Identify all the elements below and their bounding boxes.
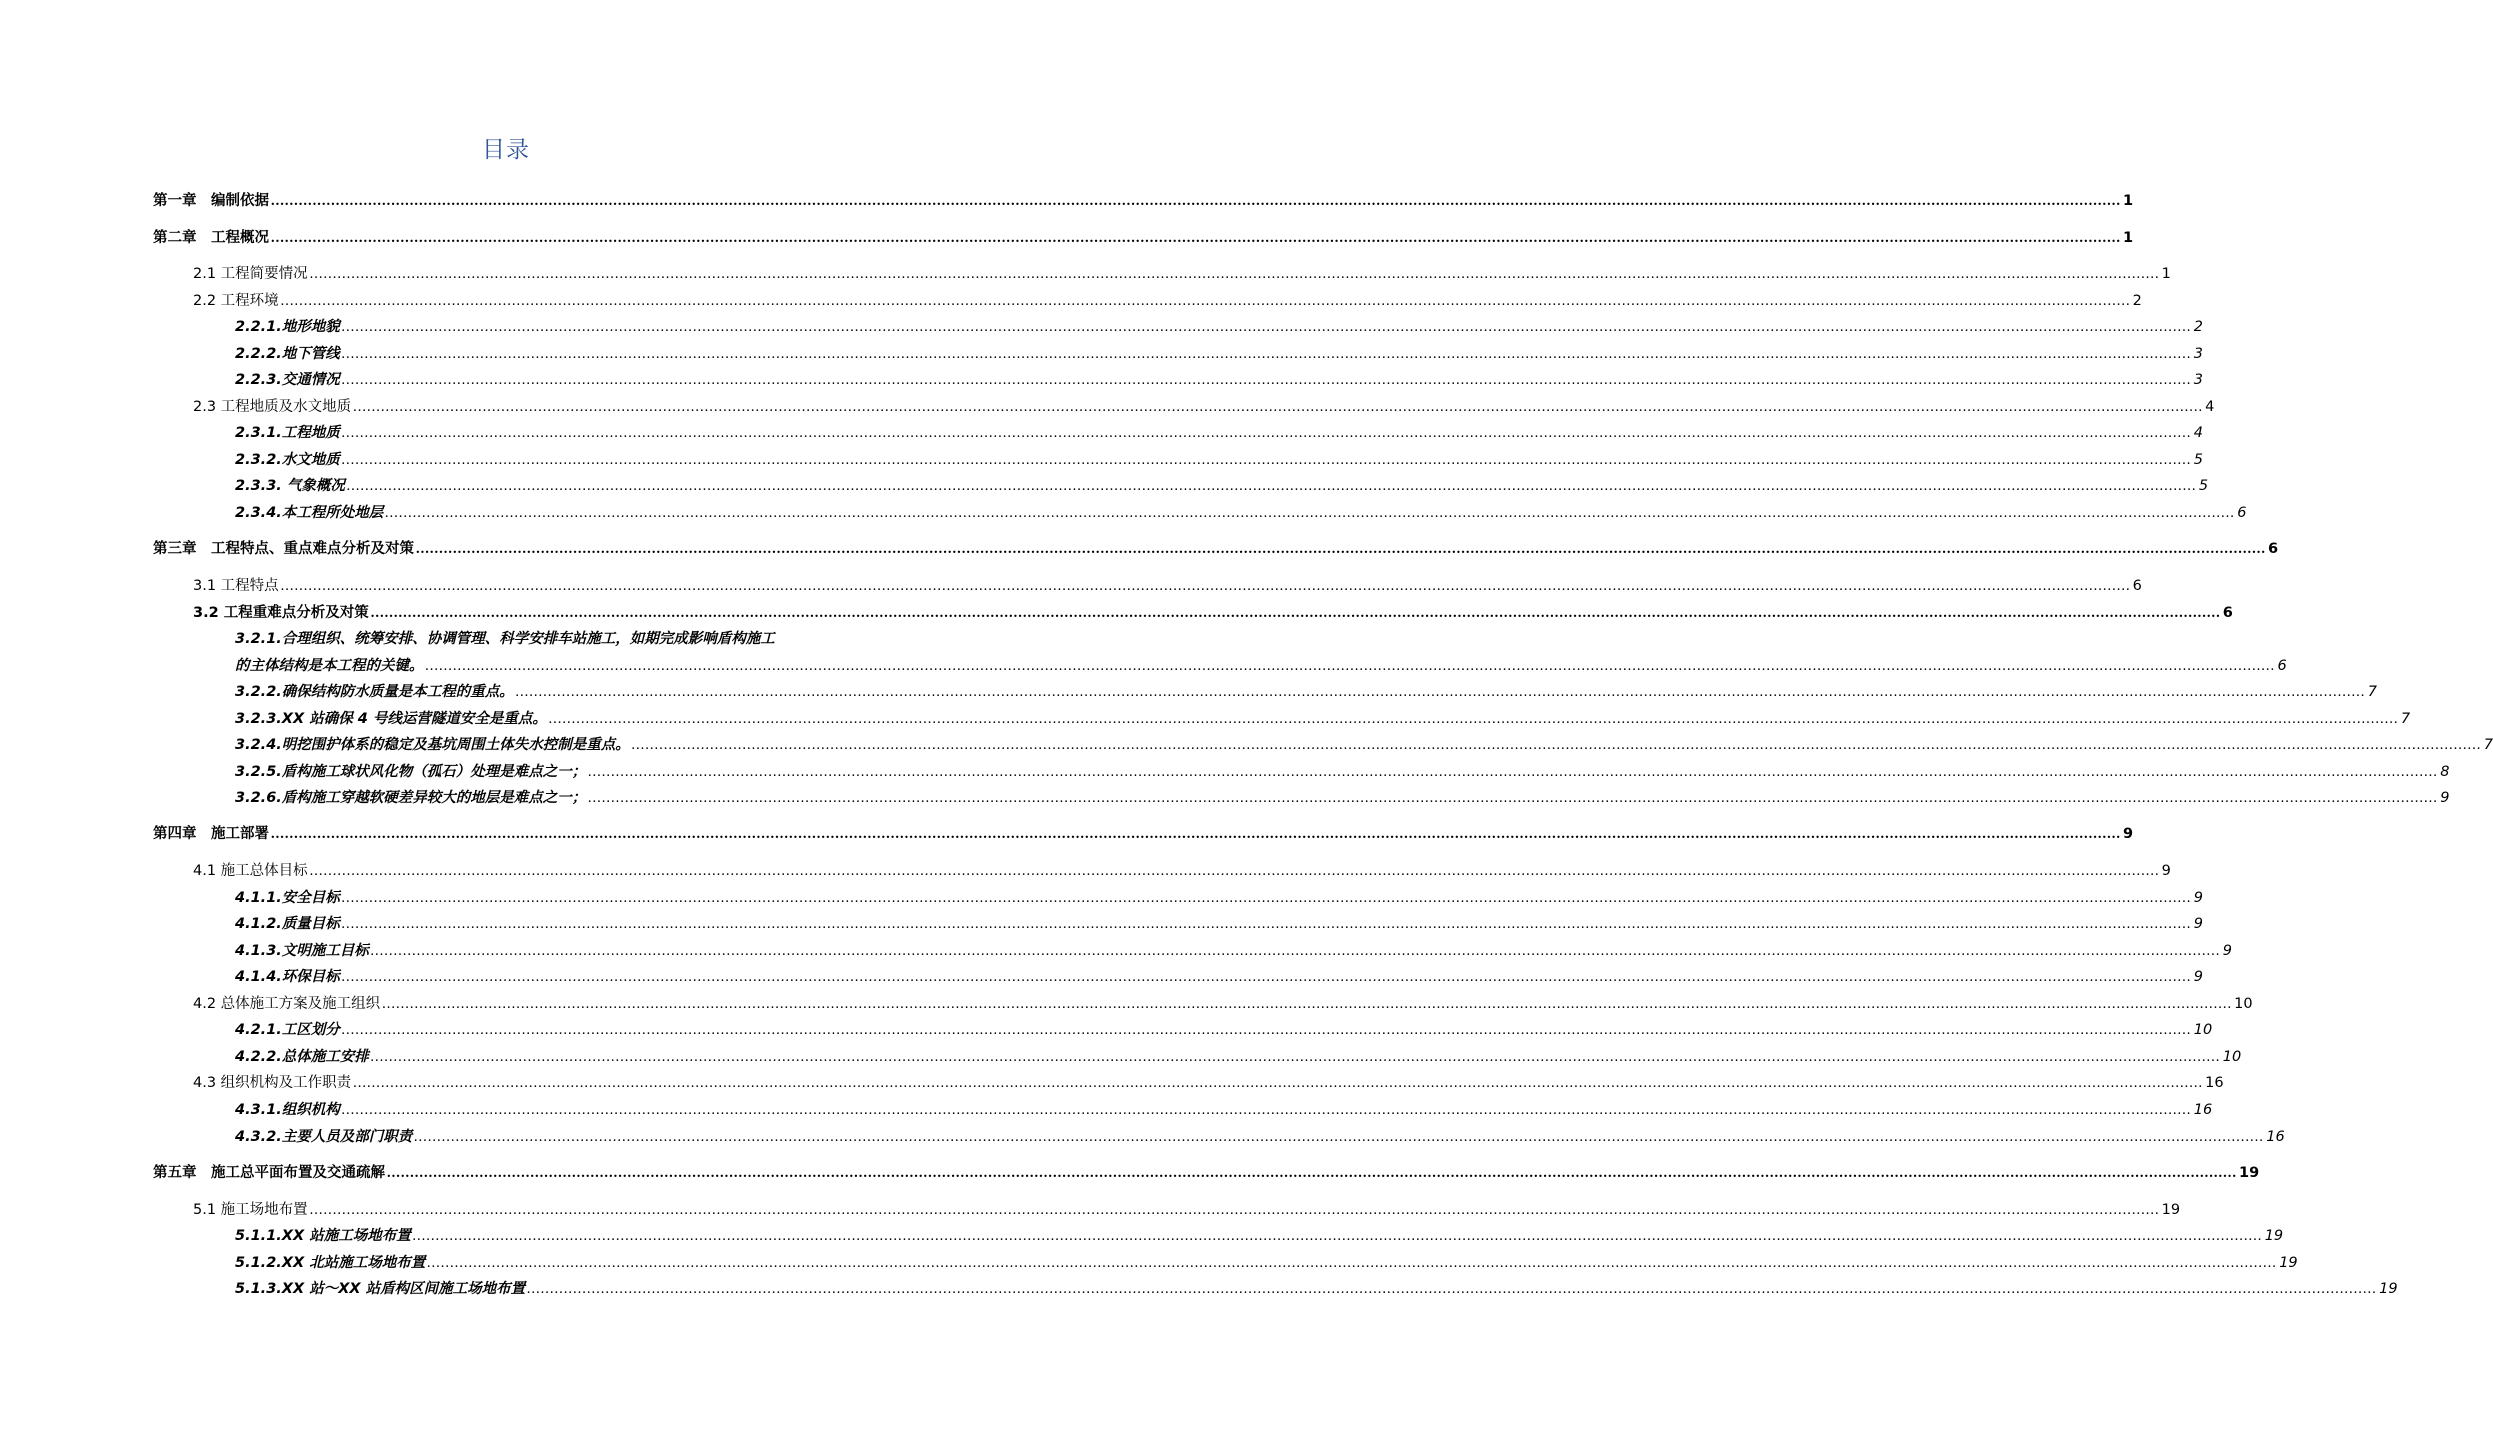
toc-page-number: 19 — [2279, 1255, 2298, 1271]
toc-page-number: 10 — [2222, 1049, 2242, 1065]
dot-leader: ................................................................................................................................................................................................................................................................................................................................................................................................................ — [416, 541, 2266, 557]
toc-entry[interactable] — [235, 786, 2450, 807]
toc-entry-label: 3.2 工程重难点分析及对策 — [193, 605, 369, 621]
dot-leader: ................................................................................................................................................................................................................................................................................................................................................................................................................ — [548, 711, 2399, 727]
toc-entry[interactable] — [235, 965, 2204, 986]
toc-page-number: 6 — [2277, 658, 2287, 674]
toc-entry[interactable] — [153, 537, 2279, 558]
dot-leader: ................................................................................................................................................................................................................................................................................................................................................................................................................ — [341, 1022, 2192, 1038]
toc-page-number: 7 — [2483, 737, 2493, 753]
dot-leader: ................................................................................................................................................................................................................................................................................................................................................................................................................ — [341, 372, 2192, 388]
toc-page-number: 9 — [2193, 969, 2204, 985]
page-title: 目录 — [482, 137, 530, 163]
toc-entry[interactable] — [235, 733, 2493, 754]
toc-entry[interactable] — [193, 1198, 2181, 1219]
toc-entry-label: 3.2.6.盾构施工穿越软硬差异较大的地层是难点之一； — [235, 790, 587, 806]
dot-leader: ................................................................................................................................................................................................................................................................................................................................................................................................................ — [588, 764, 2439, 780]
toc-page-number: 9 — [2161, 863, 2171, 879]
toc-entry[interactable] — [235, 886, 2204, 907]
toc-entry[interactable] — [235, 707, 2411, 728]
toc-entry[interactable] — [235, 1045, 2242, 1066]
toc-entry-label: 第五章 施工总平面布置及交通疏解 — [153, 1165, 385, 1181]
toc-entry-label: 4.2 总体施工方案及施工组织 — [193, 996, 381, 1012]
dot-leader: ................................................................................................................................................................................................................................................................................................................................................................................................................ — [385, 505, 2236, 521]
toc-entry-label: 3.2.2.确保结构防水质量是本工程的重点。 — [235, 684, 514, 700]
toc-entry[interactable] — [153, 1161, 2260, 1182]
toc-entry[interactable] — [193, 859, 2171, 880]
toc-entry[interactable] — [153, 226, 2134, 247]
toc-page-number: 9 — [2193, 916, 2204, 932]
toc-entry[interactable] — [235, 654, 2287, 675]
dot-leader: ................................................................................................................................................................................................................................................................................................................................................................................................................ — [631, 737, 2482, 753]
toc-entry-label: 4.3.2.主要人员及部门职责 — [235, 1129, 413, 1145]
toc-entry[interactable] — [193, 262, 2171, 283]
toc-page-number: 9 — [2193, 890, 2204, 906]
toc-entry-label: 5.1.1.XX 站施工场地布置 — [235, 1228, 411, 1244]
dot-leader: ................................................................................................................................................................................................................................................................................................................................................................................................................ — [527, 1281, 2378, 1297]
toc-entry-label: 4.1.3.文明施工目标 — [235, 943, 369, 959]
dot-leader: ................................................................................................................................................................................................................................................................................................................................................................................................................ — [341, 1102, 2192, 1118]
dot-leader: ................................................................................................................................................................................................................................................................................................................................................................................................................ — [382, 996, 2233, 1012]
toc-entry-label: 5.1 施工场地布置 — [193, 1202, 308, 1218]
toc-entry-label: 第一章 编制依据 — [153, 193, 269, 209]
dot-leader: ................................................................................................................................................................................................................................................................................................................................................................................................................ — [341, 319, 2192, 335]
toc-page-number: 5 — [2198, 478, 2209, 494]
dot-leader: ................................................................................................................................................................................................................................................................................................................................................................................................................ — [425, 658, 2276, 674]
toc-entry-label: 4.3 组织机构及工作职责 — [193, 1075, 352, 1091]
toc-entry[interactable] — [193, 1071, 2224, 1092]
toc-entry-label: 2.1 工程简要情况 — [193, 266, 308, 282]
toc-entry[interactable] — [235, 315, 2204, 336]
toc-entry[interactable] — [235, 912, 2204, 933]
toc-entry[interactable] — [235, 501, 2247, 522]
dot-leader: ................................................................................................................................................................................................................................................................................................................................................................................................................ — [341, 916, 2192, 932]
toc-entry-label: 5.1.2.XX 北站施工场地布置 — [235, 1255, 426, 1271]
dot-leader: ................................................................................................................................................................................................................................................................................................................................................................................................................ — [353, 399, 2204, 415]
toc-page-number: 10 — [2193, 1022, 2213, 1038]
toc-page-number: 6 — [2222, 605, 2233, 621]
toc-entry[interactable] — [235, 1098, 2213, 1119]
toc-entry-label: 3.1 工程特点 — [193, 578, 279, 594]
toc-entry[interactable] — [153, 189, 2134, 210]
toc-entry-label: 3.2.4.明挖围护体系的稳定及基坑周围土体失水控制是重点。 — [235, 737, 630, 753]
dot-leader: ................................................................................................................................................................................................................................................................................................................................................................................................................ — [387, 1165, 2237, 1181]
toc-page-number: 6 — [2268, 541, 2279, 557]
toc-entry-label[interactable]: 3.2.1.合理组织、统筹安排、协调管理、科学安排车站施工，如期完成影响盾构施工 — [235, 631, 775, 647]
toc-entry-label: 4.1 施工总体目标 — [193, 863, 308, 879]
toc-entry[interactable] — [235, 421, 2204, 442]
toc-page-number: 2 — [2193, 319, 2204, 335]
toc-entry-label: 2.2 工程环境 — [193, 293, 279, 309]
toc-page-number: 16 — [2266, 1129, 2285, 1145]
toc-page-number: 1 — [2123, 230, 2134, 246]
toc-page-number: 5 — [2193, 452, 2204, 468]
toc-entry-label: 第三章 工程特点、重点难点分析及对策 — [153, 541, 414, 557]
toc-entry[interactable] — [235, 1018, 2213, 1039]
toc-entry-label: 4.3.1.组织机构 — [235, 1102, 340, 1118]
dot-leader: ................................................................................................................................................................................................................................................................................................................................................................................................................ — [341, 452, 2192, 468]
toc-entry[interactable] — [235, 1251, 2298, 1272]
dot-leader: ................................................................................................................................................................................................................................................................................................................................................................................................................ — [309, 863, 2160, 879]
dot-leader: ................................................................................................................................................................................................................................................................................................................................................................................................................ — [309, 1202, 2160, 1218]
toc-page-number: 9 — [2440, 790, 2450, 806]
toc-entry-label: 4.2.2.总体施工安排 — [235, 1049, 369, 1065]
toc-entry[interactable] — [193, 992, 2253, 1013]
toc-entry[interactable] — [193, 574, 2142, 595]
dot-leader: ................................................................................................................................................................................................................................................................................................................................................................................................................ — [414, 1129, 2265, 1145]
dot-leader: ................................................................................................................................................................................................................................................................................................................................................................................................................ — [309, 266, 2160, 282]
toc-page-number: 9 — [2123, 826, 2134, 842]
toc-page-number: 4 — [2205, 399, 2215, 415]
toc-entry[interactable] — [235, 368, 2204, 389]
toc-entry[interactable] — [235, 342, 2204, 363]
toc-page-number: 19 — [2264, 1228, 2284, 1244]
dot-leader: ................................................................................................................................................................................................................................................................................................................................................................................................................ — [341, 425, 2192, 441]
toc-page-number: 19 — [2239, 1165, 2260, 1181]
toc-page-number: 10 — [2234, 996, 2253, 1012]
toc-entry[interactable] — [235, 448, 2204, 469]
dot-leader: ................................................................................................................................................................................................................................................................................................................................................................................................................ — [370, 1049, 2221, 1065]
toc-page-number: 16 — [2193, 1102, 2213, 1118]
dot-leader: ................................................................................................................................................................................................................................................................................................................................................................................................................ — [515, 684, 2366, 700]
toc-entry-label: 第四章 施工部署 — [153, 826, 269, 842]
toc-page-number: 6 — [2132, 578, 2142, 594]
dot-leader: ................................................................................................................................................................................................................................................................................................................................................................................................................ — [412, 1228, 2263, 1244]
toc-page-number: 3 — [2193, 372, 2204, 388]
toc-page-number: 7 — [2367, 684, 2378, 700]
toc-page-number: 8 — [2440, 764, 2450, 780]
toc-entry[interactable] — [235, 760, 2450, 781]
toc-entry-label: 4.1.1.安全目标 — [235, 890, 340, 906]
toc-entry[interactable] — [193, 395, 2215, 416]
toc-entry-label: 4.2.1.工区划分 — [235, 1022, 340, 1038]
toc-entry-label: 4.1.4.环保目标 — [235, 969, 340, 985]
toc-entry[interactable] — [235, 1224, 2284, 1245]
toc-entry-label: 3.2.5.盾构施工球状风化物（孤石）处理是难点之一； — [235, 764, 587, 780]
dot-leader: ................................................................................................................................................................................................................................................................................................................................................................................................................ — [353, 1075, 2204, 1091]
toc-page-number: 19 — [2161, 1202, 2181, 1218]
toc-entry[interactable] — [235, 939, 2233, 960]
toc-page-number: 19 — [2379, 1281, 2398, 1297]
toc-entry[interactable] — [235, 1125, 2285, 1146]
toc-entry-label: 2.3.1.工程地质 — [235, 425, 340, 441]
toc-entry[interactable] — [153, 822, 2134, 843]
toc-entry[interactable] — [193, 601, 2233, 622]
toc-entry-label: 3.2.3.XX 站确保 4 号线运营隧道安全是重点。 — [235, 711, 547, 727]
dot-leader: ................................................................................................................................................................................................................................................................................................................................................................................................................ — [427, 1255, 2278, 1271]
toc-entry-label: 2.3.2.水文地质 — [235, 452, 340, 468]
toc-entry-label: 2.3.4.本工程所处地层 — [235, 505, 384, 521]
toc-page-number: 1 — [2161, 266, 2171, 282]
toc-entry-label: 2.2.1.地形地貌 — [235, 319, 340, 335]
dot-leader: ................................................................................................................................................................................................................................................................................................................................................................................................................ — [341, 890, 2192, 906]
toc-page-number: 3 — [2193, 346, 2204, 362]
toc-page-number: 9 — [2222, 943, 2233, 959]
toc-entry[interactable] — [193, 289, 2142, 310]
dot-leader: ................................................................................................................................................................................................................................................................................................................................................................................................................ — [280, 293, 2131, 309]
toc-entry-label: 2.2.3.交通情况 — [235, 372, 340, 388]
toc-page-number: 16 — [2205, 1075, 2224, 1091]
dot-leader: ................................................................................................................................................................................................................................................................................................................................................................................................................ — [341, 969, 2192, 985]
dot-leader: ................................................................................................................................................................................................................................................................................................................................................................................................................ — [271, 826, 2121, 842]
toc-page-number: 1 — [2123, 193, 2134, 209]
toc-page-number: 6 — [2237, 505, 2247, 521]
toc-entry-label: 2.2.2.地下管线 — [235, 346, 340, 362]
toc-entry-label: 的主体结构是本工程的关键。 — [235, 658, 424, 674]
dot-leader: ................................................................................................................................................................................................................................................................................................................................................................................................................ — [271, 193, 2121, 209]
dot-leader: ................................................................................................................................................................................................................................................................................................................................................................................................................ — [341, 346, 2192, 362]
dot-leader: ................................................................................................................................................................................................................................................................................................................................................................................................................ — [370, 943, 2221, 959]
dot-leader: ................................................................................................................................................................................................................................................................................................................................................................................................................ — [280, 578, 2131, 594]
toc-page-number: 7 — [2400, 711, 2411, 727]
toc-entry-label: 2.3 工程地质及水文地质 — [193, 399, 352, 415]
dot-leader: ................................................................................................................................................................................................................................................................................................................................................................................................................ — [370, 605, 2221, 621]
toc-entry[interactable] — [235, 1277, 2398, 1298]
dot-leader: ................................................................................................................................................................................................................................................................................................................................................................................................................ — [346, 478, 2197, 494]
dot-leader: ................................................................................................................................................................................................................................................................................................................................................................................................................ — [271, 230, 2121, 246]
toc-entry[interactable] — [235, 474, 2209, 495]
toc-entry-label: 第二章 工程概况 — [153, 230, 269, 246]
toc-page-number: 2 — [2132, 293, 2142, 309]
toc-entry[interactable] — [235, 680, 2378, 701]
toc-entry-label: 2.3.3. 气象概况 — [235, 478, 345, 494]
dot-leader: ................................................................................................................................................................................................................................................................................................................................................................................................................ — [588, 790, 2439, 806]
toc-entry-label: 5.1.3.XX 站～XX 站盾构区间施工场地布置 — [235, 1281, 526, 1297]
toc-page-number: 4 — [2193, 425, 2204, 441]
toc-entry-label: 4.1.2.质量目标 — [235, 916, 340, 932]
